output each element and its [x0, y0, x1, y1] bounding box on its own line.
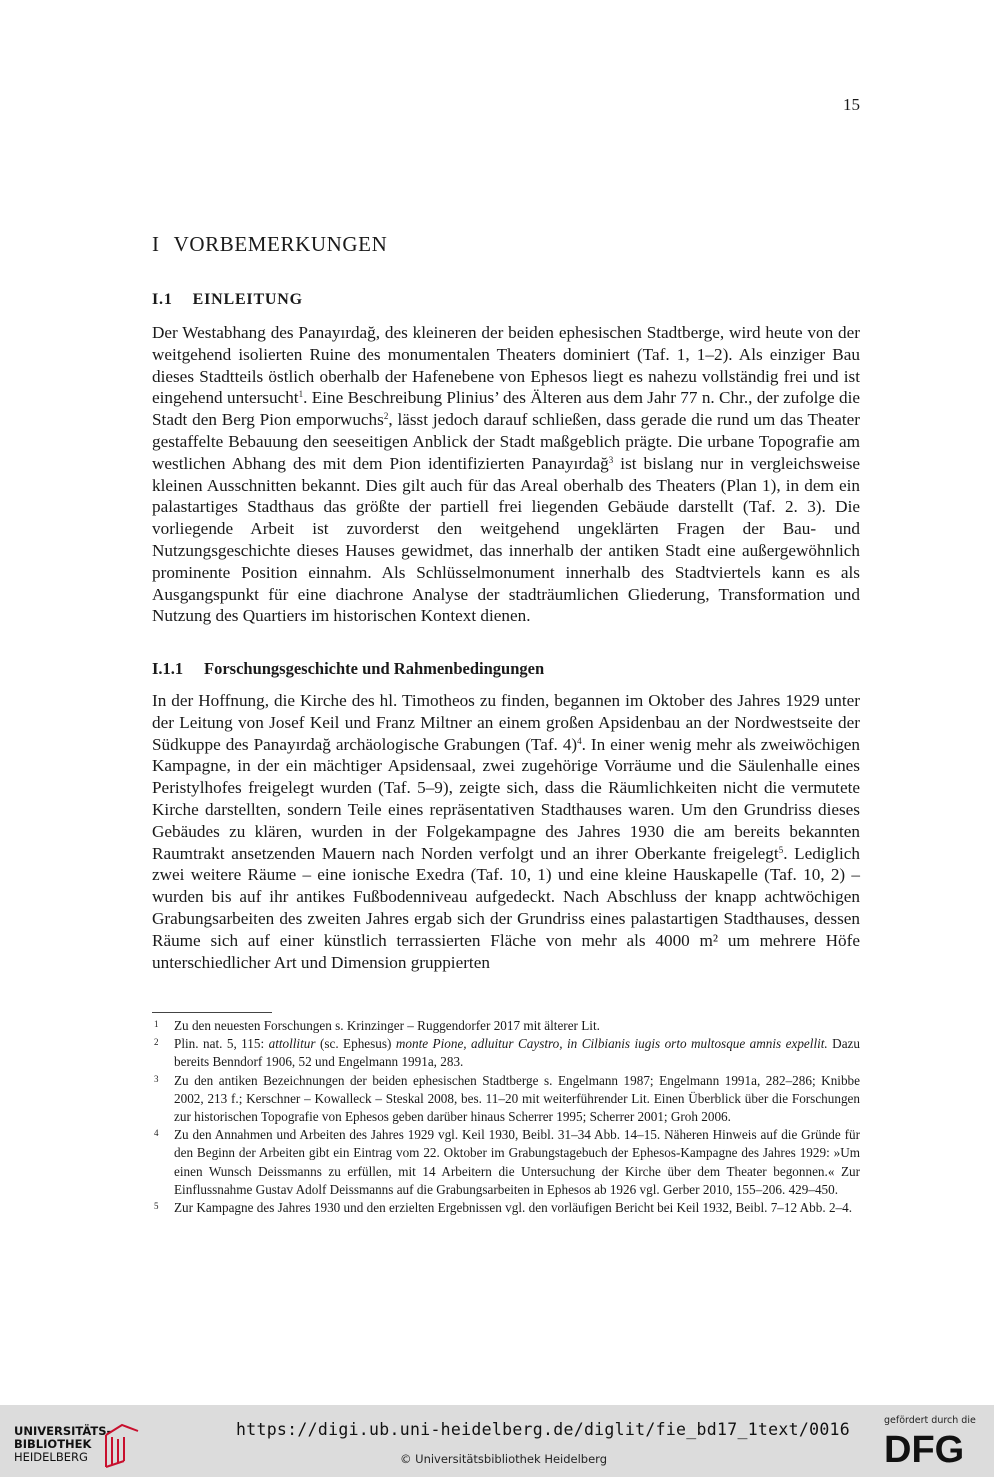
footnote-text: Zu den neuesten Forschungen s. Krinzinger – Ruggendorfer 2017 mit älterer Lit.: [174, 1018, 600, 1033]
library-mark-icon: [100, 1421, 142, 1469]
page-number: 15: [843, 95, 860, 114]
section-title: EINLEITUNG: [192, 291, 303, 308]
document-url-link[interactable]: https://digi.ub.uni-heidelberg.de/diglit/fie_bd17_1text/0016: [236, 1420, 851, 1439]
footnote-ref-1[interactable]: 1: [298, 389, 304, 400]
logo-line-3: HEIDELBERG: [14, 1450, 88, 1464]
ub-heidelberg-logo[interactable]: [14, 1425, 144, 1467]
footnote-text: (sc. Ephesus): [315, 1036, 396, 1052]
paragraph-text: In der Hoffnung, die Kirche des hl. Timotheos zu finden, begannen im Oktober des Jahres 1929 unter der Leitung von Josef Keil und Franz Miltner an einem großen Apsidenbau an der Nordwestseite der Südkuppe des Panayırdağ archäologische Grabungen (Taf. 4): [152, 691, 860, 754]
dfg-logo-text: DFG: [884, 1429, 965, 1467]
footnote-1: [152, 1017, 860, 1035]
footnote-ref-3[interactable]: 3: [608, 454, 614, 465]
footnote-number: 5: [154, 1201, 159, 1212]
section-number: I.1: [152, 291, 173, 308]
footnote-5: [152, 1199, 860, 1217]
logo-text: [14, 1425, 111, 1464]
footnote-divider: [152, 1012, 272, 1013]
footnote-number: 4: [154, 1128, 159, 1139]
copyright-notice: © Universitätsbibliothek Heidelberg: [400, 1452, 608, 1466]
footnote-text: Dazu bereits Benndorf 1906, 52 und Engelmann 1991a, 283.: [174, 1036, 861, 1070]
paragraph-text: , lässt jedoch darauf schließen, dass gerade die rund um das Theater gestaffelte Bebauung den seeseitigen Anblick der Stadt maßgeblich prägte. Die urbane Topografie am westlichen Abhang des mit dem Pion identifizierten Panayırdağ: [152, 410, 860, 473]
body-paragraph-history: [152, 690, 860, 973]
viewer-footer-bar: [0, 1405, 994, 1477]
funding-note: gefördert durch die: [884, 1415, 976, 1426]
footnotes: [152, 1017, 860, 1217]
footnote-text: Plin. nat. 5, 115:: [174, 1036, 269, 1052]
body-paragraph-intro: [152, 322, 860, 627]
paragraph-text: Der Westabhang des Panayırdağ, des kleineren der beiden ephesischen Stadtberge, wird heute von der weitgehend isolierten Ruine des monumentalen Theaters dominiert (Taf. 1, 1–2). Als einziger Bau dieses Stadtteils östlich oberhalb der Hafenebene von Ephesos liegt es nahezu vollständig frei und ist eingehend untersucht: [152, 323, 860, 408]
footnote-text: Zu den antiken Bezeichnungen der beiden ephesischen Stadtberge s. Engelmann 1987; Engelmann 1991a, 282–286; Knibbe 2002, 213 f.; Kerschner – Kowalleck – Steskal 2008, bes. 11–20 mit weiterführender Lit. Einen Überblick über die Forschungen zur historischen Topografie von Ephesos geben darüber hinaus Scherrer 1995; Scherrer 2001; Groh 2006.: [174, 1072, 860, 1125]
paragraph-text: ist bislang nur in vergleichsweise kleinen Ausschnitten bekannt. Dies gilt auch für das Areal oberhalb des Theaters (Plan 1), in dem ein palastartiges Stadthaus das größte der partiell frei liegenden Gebäude darstellt (Taf. 2. 3). Die vorliegende Arbeit ist zuvorderst den weitgehend ungeklärten Fragen der Bau- und Nutzungsgeschichte dieses Hauses gewidmet, das innerhalb der antiken Stadt eine außergewöhnlich prominente Position einnahm. Als Schlüsselmonument innerhalb des Stadtviertels kann es als Ausgangspunkt für eine diachrone Analyse der stadträumlichen Gliederung, Transformation und Nutzung des Quartiers im historischen Kontext dienen.: [152, 453, 861, 626]
dfg-logo-icon[interactable]: [884, 1429, 980, 1467]
footnote-number: 1: [154, 1019, 159, 1029]
footnote-italic: monte Pione, adluitur Caystro, in Cilbianis iugis orto multosque amnis expellit.: [395, 1036, 828, 1052]
footnote-italic: attollitur: [268, 1036, 316, 1052]
footnote-text: Zu den Annahmen und Arbeiten des Jahres 1929 vgl. Keil 1930, Beibl. 31–34 Abb. 14–15. Näheren Hinweis auf die Gründe für den Beginn der Arbeiten gibt ein Eintrag vom 22. Oktober im Grabungstagebuch der Ephesos-Kampagne des Jahres 1929: »Um einen Wunsch Deissmanns zu erfüllen, mit 14 Arbeitern die Untersuchung der Kirche über dem Theater begonnen.« Zur Einflussnahme Gustav Adolf Deissmanns auf die Grabungsarbeiten in Ephesos ab 1926 vgl. Gerber 2010, 155–206. 429–450.: [174, 1127, 860, 1197]
chapter-number: I: [152, 232, 160, 256]
footnote-ref-5[interactable]: 5: [778, 844, 784, 855]
paragraph-text: . Eine Beschreibung Plinius’ des Älteren aus dem Jahr 77 n. Chr., der zufolge die Stadt den Berg Pion emporwuchs: [152, 388, 860, 430]
section-heading: [152, 291, 303, 309]
logo-line-2: BIBLIOTHEK: [14, 1437, 92, 1451]
footnote-number: 2: [154, 1037, 159, 1048]
chapter-title: VORBEMERKUNGEN: [173, 232, 388, 256]
subsection-heading: [152, 659, 544, 679]
logo-line-1: UNIVERSITÄTS-: [14, 1424, 112, 1438]
footnote-ref-4[interactable]: 4: [577, 735, 582, 746]
footnote-2: [152, 1035, 860, 1071]
footnote-4: [152, 1126, 860, 1199]
paragraph-text: . Lediglich zwei weitere Räume – eine ionische Exedra (Taf. 10, 1) und eine kleine Hauskapelle (Taf. 10, 2) – wurden bis auf ihr antikes Fußbodenniveau aufgedeckt. Nach Abschluss der knapp achtwöchigen Grabungsarbeiten des zweiten Jahres ergab sich der Grundriss eines palastartigen Stadthauses, dessen Räume sich auf einer künstlich terrassierten Fläche von mehr als 4000 m² um mehrere Höfe unterschiedlicher Art und Dimension gruppierten: [152, 843, 860, 972]
subsection-number: I.1.1: [152, 659, 184, 678]
footnote-3: [152, 1072, 860, 1127]
footnote-ref-2[interactable]: 2: [383, 411, 389, 422]
chapter-heading: [152, 232, 387, 257]
subsection-title: Forschungsgeschichte und Rahmenbedingungen: [204, 659, 545, 678]
footnote-number: 3: [154, 1073, 159, 1084]
paragraph-text: . In einer wenig mehr als zweiwöchigen Kampagne, in der ein mächtiger Apsidensaal, zwei zugehörige Vorräume und die Säulenhalle eines Peristylhofes freigelegt wurden (Taf. 5–9), zeigte sich, dass die Räumlichkeiten nicht die vermutete Kirche darstellten, sondern Teile eines repräsentativen Stadthauses waren. Um den Grundriss dieses Gebäudes zu klären, wurden in der Folgekampagne des Jahres 1930 die am bereits bekannten Raumtrakt ansetzenden Mauern nach Norden verfolgt und an ihrer Oberkante freigelegt: [152, 734, 861, 863]
footnote-text: Zur Kampagne des Jahres 1930 und den erzielten Ergebnissen vgl. den vorläufigen Bericht bei Keil 1932, Beibl. 7–12 Abb. 2–4.: [174, 1200, 853, 1216]
